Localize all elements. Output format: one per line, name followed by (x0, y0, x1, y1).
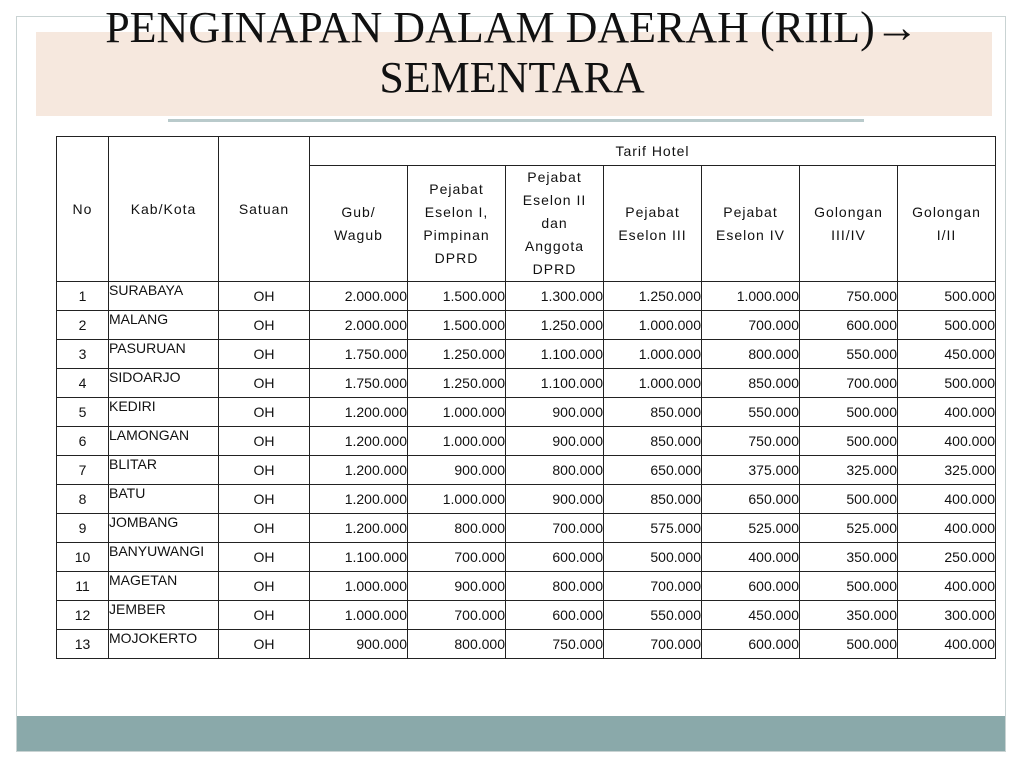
tariff-value: 375.000 (702, 456, 800, 485)
kab-kota-name: MOJOKERTO (109, 630, 219, 659)
header-line: Eselon I, (424, 203, 489, 220)
tariff-value: 1.200.000 (310, 456, 408, 485)
tariff-value: 1.200.000 (310, 514, 408, 543)
header-line: Wagub (334, 226, 383, 243)
row-number: 1 (57, 282, 109, 311)
tariff-value: 350.000 (800, 543, 898, 572)
satuan-cell: OH (219, 543, 310, 572)
tariff-value: 900.000 (310, 630, 408, 659)
tariff-value: 450.000 (702, 601, 800, 630)
header-line: Pejabat (625, 203, 680, 220)
tariff-value: 900.000 (506, 427, 604, 456)
tariff-value: 1.000.000 (702, 282, 800, 311)
header-tariff-col (702, 166, 800, 282)
tariff-value: 550.000 (604, 601, 702, 630)
table-row (57, 543, 996, 572)
tariff-value: 600.000 (702, 630, 800, 659)
satuan-cell: OH (219, 514, 310, 543)
satuan-cell: OH (219, 369, 310, 398)
tariff-value: 500.000 (604, 543, 702, 572)
kab-kota-name: SIDOARJO (109, 369, 219, 398)
tariff-value: 1.000.000 (604, 369, 702, 398)
tariff-value: 500.000 (800, 427, 898, 456)
header-line: Pimpinan (423, 226, 490, 243)
tariff-value: 500.000 (800, 630, 898, 659)
tariff-value: 2.000.000 (310, 311, 408, 340)
table-row (57, 514, 996, 543)
table-row (57, 572, 996, 601)
tariff-value: 525.000 (702, 514, 800, 543)
title-line-1: PENGINAPAN DALAM DAERAH (RIIL)→ (105, 3, 919, 52)
kab-kota-name: MALANG (109, 311, 219, 340)
header-line: DPRD (532, 261, 577, 277)
tariff-value: 850.000 (604, 427, 702, 456)
tariff-value: 300.000 (898, 601, 996, 630)
tariff-value: 1.100.000 (310, 543, 408, 572)
row-number: 2 (57, 311, 109, 340)
tariff-value: 1.750.000 (310, 340, 408, 369)
tariff-value: 600.000 (506, 543, 604, 572)
header-kab-kota: Kab/Kota (109, 137, 219, 282)
header-tariff-col (604, 166, 702, 282)
kab-kota-name: MAGETAN (109, 572, 219, 601)
satuan-cell: OH (219, 398, 310, 427)
tariff-value: 1.500.000 (408, 311, 506, 340)
tariff-value: 1.000.000 (408, 485, 506, 514)
header-line: I/II (936, 226, 957, 243)
header-line: Eselon II (522, 192, 587, 208)
tariff-value: 400.000 (702, 543, 800, 572)
tariff-value: 1.250.000 (408, 340, 506, 369)
header-line: Gub/ (341, 203, 376, 220)
kab-kota-name: BANYUWANGI (109, 543, 219, 572)
kab-kota-name: SURABAYA (109, 282, 219, 311)
tariff-value: 600.000 (702, 572, 800, 601)
tariff-value: 1.000.000 (408, 398, 506, 427)
tariff-value: 575.000 (604, 514, 702, 543)
row-number: 8 (57, 485, 109, 514)
header-tarif-hotel: Tarif Hotel (310, 137, 996, 166)
row-number: 4 (57, 369, 109, 398)
tariff-value: 500.000 (898, 311, 996, 340)
tariff-value: 650.000 (604, 456, 702, 485)
tariff-value: 600.000 (506, 601, 604, 630)
tariff-value: 800.000 (408, 514, 506, 543)
header-line: Golongan (814, 203, 883, 220)
tariff-value: 500.000 (898, 282, 996, 311)
tariff-value: 750.000 (702, 427, 800, 456)
tariff-value: 1.100.000 (506, 369, 604, 398)
table-row (57, 456, 996, 485)
row-number: 5 (57, 398, 109, 427)
tariff-value: 750.000 (506, 630, 604, 659)
tariff-value: 900.000 (506, 398, 604, 427)
row-number: 11 (57, 572, 109, 601)
tariff-value: 500.000 (898, 369, 996, 398)
header-line: Eselon III (618, 226, 687, 243)
row-number: 7 (57, 456, 109, 485)
tariff-value: 850.000 (604, 398, 702, 427)
slide-title (0, 3, 1024, 103)
table-row (57, 340, 996, 369)
tariff-value: 400.000 (898, 485, 996, 514)
table-row (57, 601, 996, 630)
tariff-value: 1.250.000 (604, 282, 702, 311)
tariff-value: 600.000 (800, 311, 898, 340)
satuan-cell: OH (219, 282, 310, 311)
satuan-cell: OH (219, 630, 310, 659)
table-row (57, 485, 996, 514)
satuan-cell: OH (219, 456, 310, 485)
tariff-value: 325.000 (800, 456, 898, 485)
kab-kota-name: JEMBER (109, 601, 219, 630)
tariff-value: 1.250.000 (408, 369, 506, 398)
table-row (57, 630, 996, 659)
tariff-value: 800.000 (702, 340, 800, 369)
satuan-cell: OH (219, 572, 310, 601)
tariff-value: 700.000 (604, 572, 702, 601)
row-number: 9 (57, 514, 109, 543)
tariff-value: 450.000 (898, 340, 996, 369)
tariff-value: 325.000 (898, 456, 996, 485)
header-line: Eselon IV (716, 226, 785, 243)
satuan-cell: OH (219, 340, 310, 369)
tariff-value: 800.000 (506, 572, 604, 601)
row-number: 13 (57, 630, 109, 659)
header-line: Pejabat (429, 180, 484, 197)
table-row (57, 369, 996, 398)
row-number: 12 (57, 601, 109, 630)
tariff-value: 550.000 (800, 340, 898, 369)
tariff-value: 1.200.000 (310, 485, 408, 514)
header-line: III/IV (831, 226, 866, 243)
tariff-value: 1.500.000 (408, 282, 506, 311)
tariff-value: 750.000 (800, 282, 898, 311)
header-line: DPRD (434, 249, 479, 266)
tariff-value: 900.000 (506, 485, 604, 514)
table-row (57, 311, 996, 340)
tariff-value: 700.000 (604, 630, 702, 659)
tariff-value: 850.000 (702, 369, 800, 398)
kab-kota-name: BLITAR (109, 456, 219, 485)
kab-kota-name: BATU (109, 485, 219, 514)
tariff-value: 900.000 (408, 572, 506, 601)
header-line: Pejabat (723, 203, 778, 220)
tariff-value: 1.200.000 (310, 398, 408, 427)
tariff-value: 400.000 (898, 514, 996, 543)
table-row (57, 398, 996, 427)
tariff-value: 400.000 (898, 427, 996, 456)
table-row (57, 427, 996, 456)
kab-kota-name: LAMONGAN (109, 427, 219, 456)
tariff-value: 800.000 (408, 630, 506, 659)
header-no: No (57, 137, 109, 282)
tariff-value: 500.000 (800, 572, 898, 601)
tariff-value: 400.000 (898, 630, 996, 659)
tariff-value: 700.000 (702, 311, 800, 340)
satuan-cell: OH (219, 601, 310, 630)
kab-kota-name: JOMBANG (109, 514, 219, 543)
header-tariff-col (408, 166, 506, 282)
title-underline (168, 119, 864, 122)
tariff-value: 400.000 (898, 398, 996, 427)
header-satuan: Satuan (219, 137, 310, 282)
row-number: 6 (57, 427, 109, 456)
satuan-cell: OH (219, 485, 310, 514)
satuan-cell: OH (219, 427, 310, 456)
hotel-tariff-table (56, 136, 996, 659)
header-tariff-col (898, 166, 996, 282)
tariff-value: 700.000 (408, 601, 506, 630)
tariff-value: 1.000.000 (604, 311, 702, 340)
tariff-value: 900.000 (408, 456, 506, 485)
tariff-value: 550.000 (702, 398, 800, 427)
tariff-value: 250.000 (898, 543, 996, 572)
tariff-value: 1.300.000 (506, 282, 604, 311)
tariff-value: 1.100.000 (506, 340, 604, 369)
footer-bar (17, 716, 1005, 751)
tariff-value: 1.000.000 (408, 427, 506, 456)
tariff-value: 400.000 (898, 572, 996, 601)
kab-kota-name: KEDIRI (109, 398, 219, 427)
tariff-value: 1.000.000 (310, 601, 408, 630)
tariff-value: 1.000.000 (604, 340, 702, 369)
satuan-cell: OH (219, 311, 310, 340)
tariff-value: 350.000 (800, 601, 898, 630)
tariff-value: 1.000.000 (310, 572, 408, 601)
tariff-value: 700.000 (506, 514, 604, 543)
tariff-value: 500.000 (800, 398, 898, 427)
title-line-2: SEMENTARA (379, 53, 645, 102)
header-tariff-col (800, 166, 898, 282)
tariff-value: 800.000 (506, 456, 604, 485)
tariff-value: 1.750.000 (310, 369, 408, 398)
header-line: Pejabat (527, 169, 582, 185)
header-tariff-col (506, 166, 604, 282)
header-line: Anggota (524, 238, 585, 254)
tariff-value: 700.000 (408, 543, 506, 572)
header-line: dan (541, 215, 568, 231)
row-number: 3 (57, 340, 109, 369)
tariff-value: 1.250.000 (506, 311, 604, 340)
tariff-value: 1.200.000 (310, 427, 408, 456)
header-tariff-col (310, 166, 408, 282)
table-row (57, 282, 996, 311)
kab-kota-name: PASURUAN (109, 340, 219, 369)
tariff-value: 2.000.000 (310, 282, 408, 311)
row-number: 10 (57, 543, 109, 572)
header-line: Golongan (912, 203, 981, 220)
tariff-value: 650.000 (702, 485, 800, 514)
tariff-value: 700.000 (800, 369, 898, 398)
tariff-value: 850.000 (604, 485, 702, 514)
tariff-value: 525.000 (800, 514, 898, 543)
tariff-value: 500.000 (800, 485, 898, 514)
